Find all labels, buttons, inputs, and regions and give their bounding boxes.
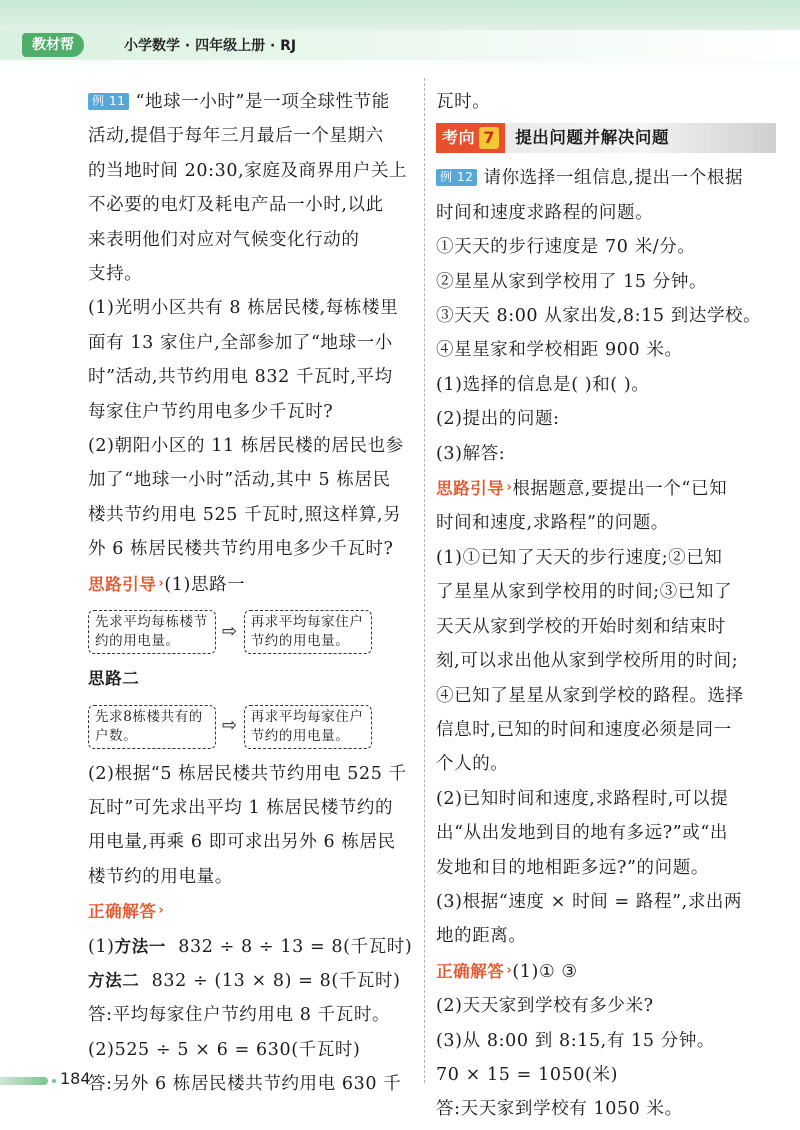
column-divider	[424, 78, 425, 1083]
flow-2-box-1: 先求8栋楼共有的户数。	[88, 705, 216, 749]
header-band	[0, 30, 800, 60]
hint-line: ④已知了星星从家到学校的路程。选择	[436, 685, 744, 706]
hint-line: 出“从出发地到目的地有多远?”或“出	[436, 823, 729, 844]
hint-2-line: 用电量,再乘 6 即可求出另外 6 栋居民	[88, 832, 396, 853]
hint-line: 刻,可以求出他从家到学校所用的时间;	[436, 651, 739, 672]
example-11-line: 不必要的电灯及耗电产品一小时,以此	[88, 195, 384, 216]
question-2-line: 外 6 栋居民楼共节约用电多少千瓦时?	[88, 539, 394, 560]
example-12-line: 时间和速度求路程的问题。	[436, 202, 654, 223]
hint-line: 个人的。	[436, 754, 509, 775]
hint-line: (3)根据“速度 × 时间 = 路程”,求出两	[436, 891, 743, 912]
answer-line: (3)从 8:00 到 8:15,有 15 分钟。	[436, 1030, 716, 1051]
example-11-line: 来表明他们对应对气候变化行动的	[88, 229, 360, 250]
carry-over-text: 瓦时。	[436, 92, 491, 112]
answer-1: 答:平均每家住户节约用电 8 千瓦时。	[88, 1005, 391, 1026]
answer-heading	[88, 894, 414, 929]
topic-number: 7	[479, 127, 499, 149]
question-2-line: 加了“地球一小时”活动,其中 5 栋居民	[88, 470, 391, 491]
method-2-line	[88, 964, 414, 998]
answer-heading	[436, 954, 786, 989]
hint-2-line: 楼节约的用电量。	[88, 866, 233, 887]
hint-label: 思路引导 ›	[436, 479, 512, 498]
right-arrow-icon: ⇨	[222, 620, 238, 642]
idea-2-heading: 思路二	[88, 669, 140, 689]
hint-line: 信息时,已知的时间和速度必须是同一	[436, 719, 732, 740]
info-item: ②星星从家到学校用了 15 分钟。	[436, 271, 708, 292]
example-11-line-1	[88, 85, 414, 119]
example-12-tag: 例 12	[436, 169, 477, 186]
flow-2-box-2: 再求平均每家住户节约的用电量。	[244, 705, 372, 749]
hint-line: 发地和目的地相距多远?”的问题。	[436, 857, 709, 878]
hint-heading	[88, 567, 414, 602]
book-title: 小学数学 · 四年级上册 · RJ	[124, 38, 297, 54]
method-1-label: 方法一	[114, 936, 166, 956]
answer-first-line: (1)① ③	[512, 961, 578, 982]
example-12-text: 请你选择一组信息,提出一个根据	[483, 168, 744, 189]
question-1-line: (1)光明小区共有 8 栋居民楼,每栋楼里	[88, 298, 399, 319]
example-11-tag: 例 11	[88, 93, 129, 110]
method-2-expr: 832 ÷ (13 × 8) = 8(千瓦时)	[151, 970, 401, 991]
answer-line: 答:天天家到学校有 1050 米。	[436, 1099, 683, 1120]
method-1-expr: 832 ÷ 8 ÷ 13 = 8(千瓦时)	[178, 936, 413, 957]
hint-line: 天天从家到学校的开始时刻和结束时	[436, 616, 726, 637]
method-1-line	[88, 930, 414, 964]
info-item: ④星星家和学校相距 900 米。	[436, 340, 683, 361]
question-1-line: 时”活动,共节约用电 832 千瓦时,平均	[88, 367, 393, 388]
question-1-line: 每家住户节约用电多少千瓦时?	[88, 401, 334, 422]
method-1-prefix: (1)	[88, 936, 115, 957]
calc-2: (2)525 ÷ 5 × 6 = 630(千瓦时)	[88, 1039, 361, 1060]
page-number: 184	[60, 1069, 91, 1088]
hint-line: 时间和速度,求路程”的问题。	[436, 513, 669, 534]
hint-2-line: 瓦时”可先求出平均 1 栋居民楼节约的	[88, 797, 394, 818]
right-arrow-icon: ⇨	[222, 715, 238, 737]
hint-idea-1: (1)思路一	[164, 574, 246, 595]
hint-line: 地的距离。	[436, 926, 527, 947]
flow-1-box-1: 先求平均每栋楼节约的用电量。	[88, 610, 216, 654]
hint-line: (2)已知时间和速度,求路程时,可以提	[436, 788, 729, 809]
question-2-line: (2)朝阳小区的 11 栋居民楼的居民也参	[88, 436, 404, 457]
hint-line: (1)①已知了天天的步行速度;②已知	[436, 547, 723, 568]
sub-question-3: (3)解答:	[436, 443, 506, 464]
answer-2: 答:另外 6 栋居民楼共节约用电 630 千	[88, 1074, 402, 1095]
example-11-line: 活动,提倡于每年三月最后一个星期六	[88, 126, 384, 147]
flow-diagram-1	[88, 608, 414, 656]
example-12-line-1	[436, 161, 786, 195]
right-column	[436, 85, 786, 1127]
question-1-line: 面有 13 家住户,全部参加了“地球一小	[88, 332, 393, 353]
answer-label: 正确解答 ›	[436, 962, 512, 981]
hint-heading	[436, 471, 786, 506]
flow-diagram-2	[88, 703, 414, 751]
example-11-line: 支持。	[88, 264, 143, 285]
answer-label: 正确解答 ›	[88, 902, 164, 921]
info-item: ③天天 8:00 从家出发,8:15 到达学校。	[436, 306, 762, 327]
hint-2-line: (2)根据“5 栋居民楼共节约用电 525 千	[88, 763, 407, 784]
hint-first-line: 根据题意,要提出一个“已知	[512, 479, 728, 500]
page-header	[0, 0, 800, 70]
topic-title: 提出问题并解决问题	[515, 128, 670, 148]
method-2-label: 方法二	[88, 970, 140, 990]
topic-tag	[436, 123, 505, 153]
hint-label: 思路引导 ›	[88, 575, 164, 594]
section-badge: 教材帮	[22, 33, 84, 57]
footer-decoration	[0, 1077, 48, 1085]
info-item: ①天天的步行速度是 70 米/分。	[436, 237, 696, 258]
hint-line: 了星星从家到学校用的时间;③已知了	[436, 582, 733, 603]
topic-label: 考向	[442, 128, 476, 148]
flow-1-box-2: 再求平均每家住户节约的用电量。	[244, 610, 372, 654]
sub-question-2: (2)提出的问题:	[436, 409, 560, 430]
answer-line: (2)天天家到学校有多少米?	[436, 996, 654, 1017]
sub-question-1: (1)选择的信息是( )和( )。	[436, 374, 650, 395]
left-column	[88, 85, 414, 1102]
example-11-line: 的当地时间 20:30,家庭及商界用户关上	[88, 160, 408, 181]
topic-banner	[436, 123, 776, 153]
answer-line: 70 × 15 = 1050(米)	[436, 1064, 619, 1085]
question-2-line: 楼共节约用电 525 千瓦时,照这样算,另	[88, 504, 402, 525]
footer-dot	[52, 1079, 56, 1083]
example-11-text: “地球一小时”是一项全球性节能	[135, 92, 390, 112]
